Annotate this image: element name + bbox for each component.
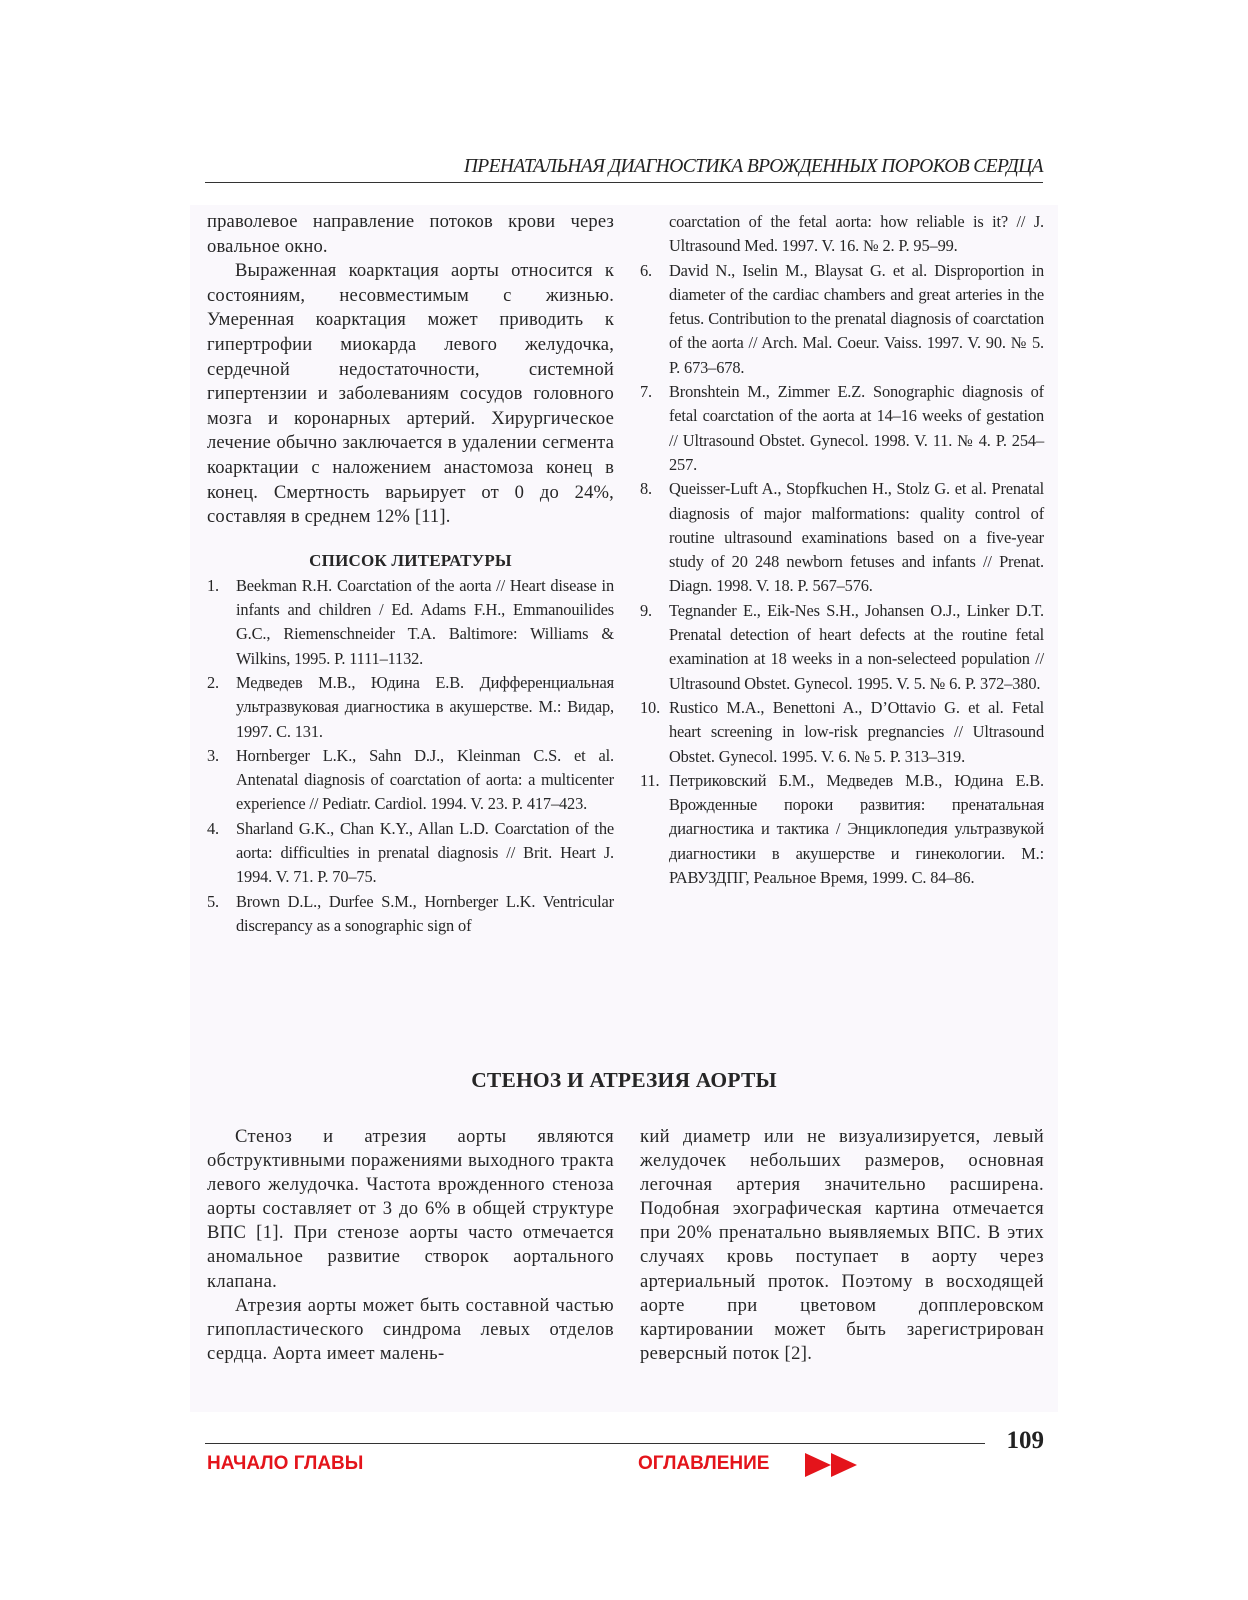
section-right-column bbox=[640, 1125, 1044, 1366]
paragraph: праволевое направление потоков крови через овальное окно. bbox=[207, 211, 614, 257]
section-title: СТЕНОЗ И АТРЕЗИЯ АОРТЫ bbox=[471, 1068, 777, 1092]
references-list bbox=[207, 574, 614, 938]
running-title: ПРЕНАТАЛЬНАЯ ДИАГНОСТИКА ВРОЖДЕННЫХ ПОРОКОВ СЕРДЦА bbox=[463, 156, 1043, 177]
reference-text: Brown D.L., Durfee S.M., Hornberger L.K. Ventricular discrepancy as a sonographic sign of bbox=[236, 891, 614, 935]
reference-number: 10. bbox=[640, 697, 661, 717]
paragraph: Стеноз и атрезия аорты являются обструктивными поражениями выходного тракта левого желудочка. Частота врожденного стеноза аорты составляет от 3 до 6% в общей структуре ВПС [1]. При стенозе аорты часто отмечается аномальное развитие створок аортального клапана. bbox=[207, 1126, 614, 1292]
table-of-contents-link[interactable]: ОГЛАВЛЕНИЕ bbox=[638, 1453, 770, 1474]
reference-text: Queisser-Luft A., Stopfkuchen H., Stolz G. et al. Prenatal diagnosis of major malformations: quality control of routine ultrasound examinations based on a five-year study of 20 248 newborn fetuses and infants // Prenat. Diagn. 1998. V. 18. P. 567–576. bbox=[669, 479, 1044, 596]
reference-number: 6. bbox=[640, 260, 652, 280]
reference-item bbox=[640, 769, 1044, 890]
right-column bbox=[640, 210, 1044, 890]
reference-number: 4. bbox=[207, 818, 219, 838]
section-left-column bbox=[207, 1125, 614, 1366]
references-heading: СПИСОК ЛИТЕРАТУРЫ bbox=[309, 550, 512, 570]
reference-text: Sharland G.K., Chan K.Y., Allan L.D. Coarctation of the aorta: difficulties in prenatal diagnosis // Brit. Heart J. 1994. V. 71. P. 70–75. bbox=[236, 818, 614, 887]
reference-text: Медведев М.В., Юдина Е.В. Дифференциальная ультразвуковая диагностика в акушерстве. М.: Видар, 1997. С. 131. bbox=[236, 672, 614, 741]
paragraph: Атрезия аорты может быть составной частью гипопластического синдрома левых отделов сердца. Аорта имеет малень- bbox=[207, 1294, 614, 1364]
references-list-continued bbox=[640, 210, 1044, 890]
paragraph: Выраженная коарктация аорты относится к состояниям, несовместимым с жизнью. Умеренная коарктация может приводить к гипертрофии миокарда левого желудочка, сердечной недостаточности, системной гипертензии и заболеваниям сосудов головного мозга и коронарных артерий. Хирургическое лечение обычно заключается в удалении сегмента коарктации с наложением анастомоза конец в конец. Смертность варьирует от 0 до 24%, составляя в среднем 12% [11]. bbox=[207, 260, 614, 528]
reference-item bbox=[640, 477, 1044, 598]
reference-item bbox=[207, 574, 614, 671]
reference-text: David N., Iselin M., Blaysat G. et al. Disproportion in diameter of the cardiac chambers and great arteries in the fetus. Contribution to the prenatal diagnosis of coarctation of the aorta // Arch. Mal. Coeur. Vaiss. 1997. V. 90. № 5. P. 673–678. bbox=[669, 260, 1044, 377]
reference-item bbox=[207, 744, 614, 817]
left-column bbox=[207, 210, 614, 938]
reference-number: 8. bbox=[640, 479, 652, 499]
reference-item bbox=[207, 671, 614, 744]
paragraph: кий диаметр или не визуализируется, левый желудочек небольших размеров, основная легочная артерия значительно расширена. Подобная эхографическая картина отмечается при 20% пренатально выявляемых ВПС. В этих случаях кровь поступает в аорту через артериальный проток. Поэтому в восходящей аорте при цветовом допплеровском картировании может быть зарегистрирован реверсный поток [2]. bbox=[640, 1126, 1044, 1364]
reference-item bbox=[640, 599, 1044, 696]
reference-number: 3. bbox=[207, 745, 219, 765]
page-number: 109 bbox=[1006, 1427, 1044, 1454]
reference-number: 5. bbox=[207, 891, 219, 911]
reference-text: Hornberger L.K., Sahn D.J., Kleinman C.S. et al. Antenatal diagnosis of coarctation of aorta: a multicenter experience // Pediatr. Cardiol. 1994. V. 23. P. 417–423. bbox=[236, 745, 614, 814]
reference-number: 1. bbox=[207, 575, 219, 595]
reference-text: Tegnander E., Eik-Nes S.H., Johansen O.J., Linker D.T. Prenatal detection of heart defects at the routine fetal examination at 18 weeks in a non-selecteed population // Ultrasound Obstet. Gynecol. 1995. V. 5. № 6. P. 372–380. bbox=[669, 600, 1044, 693]
reference-number: 9. bbox=[640, 600, 652, 620]
reference-text: coarctation of the fetal aorta: how reliable is it? // J. Ultrasound Med. 1997. V. 16. № 2. P. 95–99. bbox=[669, 212, 1044, 256]
reference-item bbox=[207, 817, 614, 890]
chapter-start-link[interactable]: НАЧАЛО ГЛАВЫ bbox=[207, 1453, 364, 1474]
double-arrow-right-icon[interactable] bbox=[803, 1451, 859, 1479]
reference-item bbox=[207, 890, 614, 939]
footer-rule bbox=[205, 1443, 985, 1444]
reference-item bbox=[640, 380, 1044, 477]
reference-text: Bronshtein M., Zimmer E.Z. Sonographic diagnosis of fetal coarctation of the aorta at 14–16 weeks of gestation // Ultrasound Obstet. Gynecol. 1998. V. 11. № 4. P. 254–257. bbox=[669, 382, 1044, 474]
reference-text: Петриковский Б.М., Медведев М.В., Юдина Е.В. Врожденные пороки развития: пренатальная диагностика и тактика / Энциклопедия ультразвукой диагностики в акушерстве и гинекологии. М.: РАВУЗДПГ, Реальное Время, 1999. С. 84–86. bbox=[669, 770, 1044, 888]
reference-number: 7. bbox=[640, 382, 652, 402]
reference-number: 11. bbox=[640, 770, 660, 790]
reference-text: Beekman R.H. Coarctation of the aorta // Heart disease in infants and children / Ed. Adams F.H., Emmanouilides G.C., Riemenschneider T.A. Baltimore: Williams & Wilkins, 1995. P. 1111–1132. bbox=[236, 575, 614, 668]
reference-number: 2. bbox=[207, 672, 219, 692]
reference-text: Rustico M.A., Benettoni A., D’Ottavio G. et al. Fetal heart screening in low-risk pregnancies // Ultrasound Obstet. Gynecol. 1995. V. 6. № 5. P. 313–319. bbox=[669, 697, 1044, 766]
reference-item bbox=[640, 696, 1044, 769]
header-rule bbox=[205, 182, 1043, 183]
reference-item bbox=[640, 259, 1044, 380]
reference-item-continuation bbox=[640, 210, 1044, 259]
